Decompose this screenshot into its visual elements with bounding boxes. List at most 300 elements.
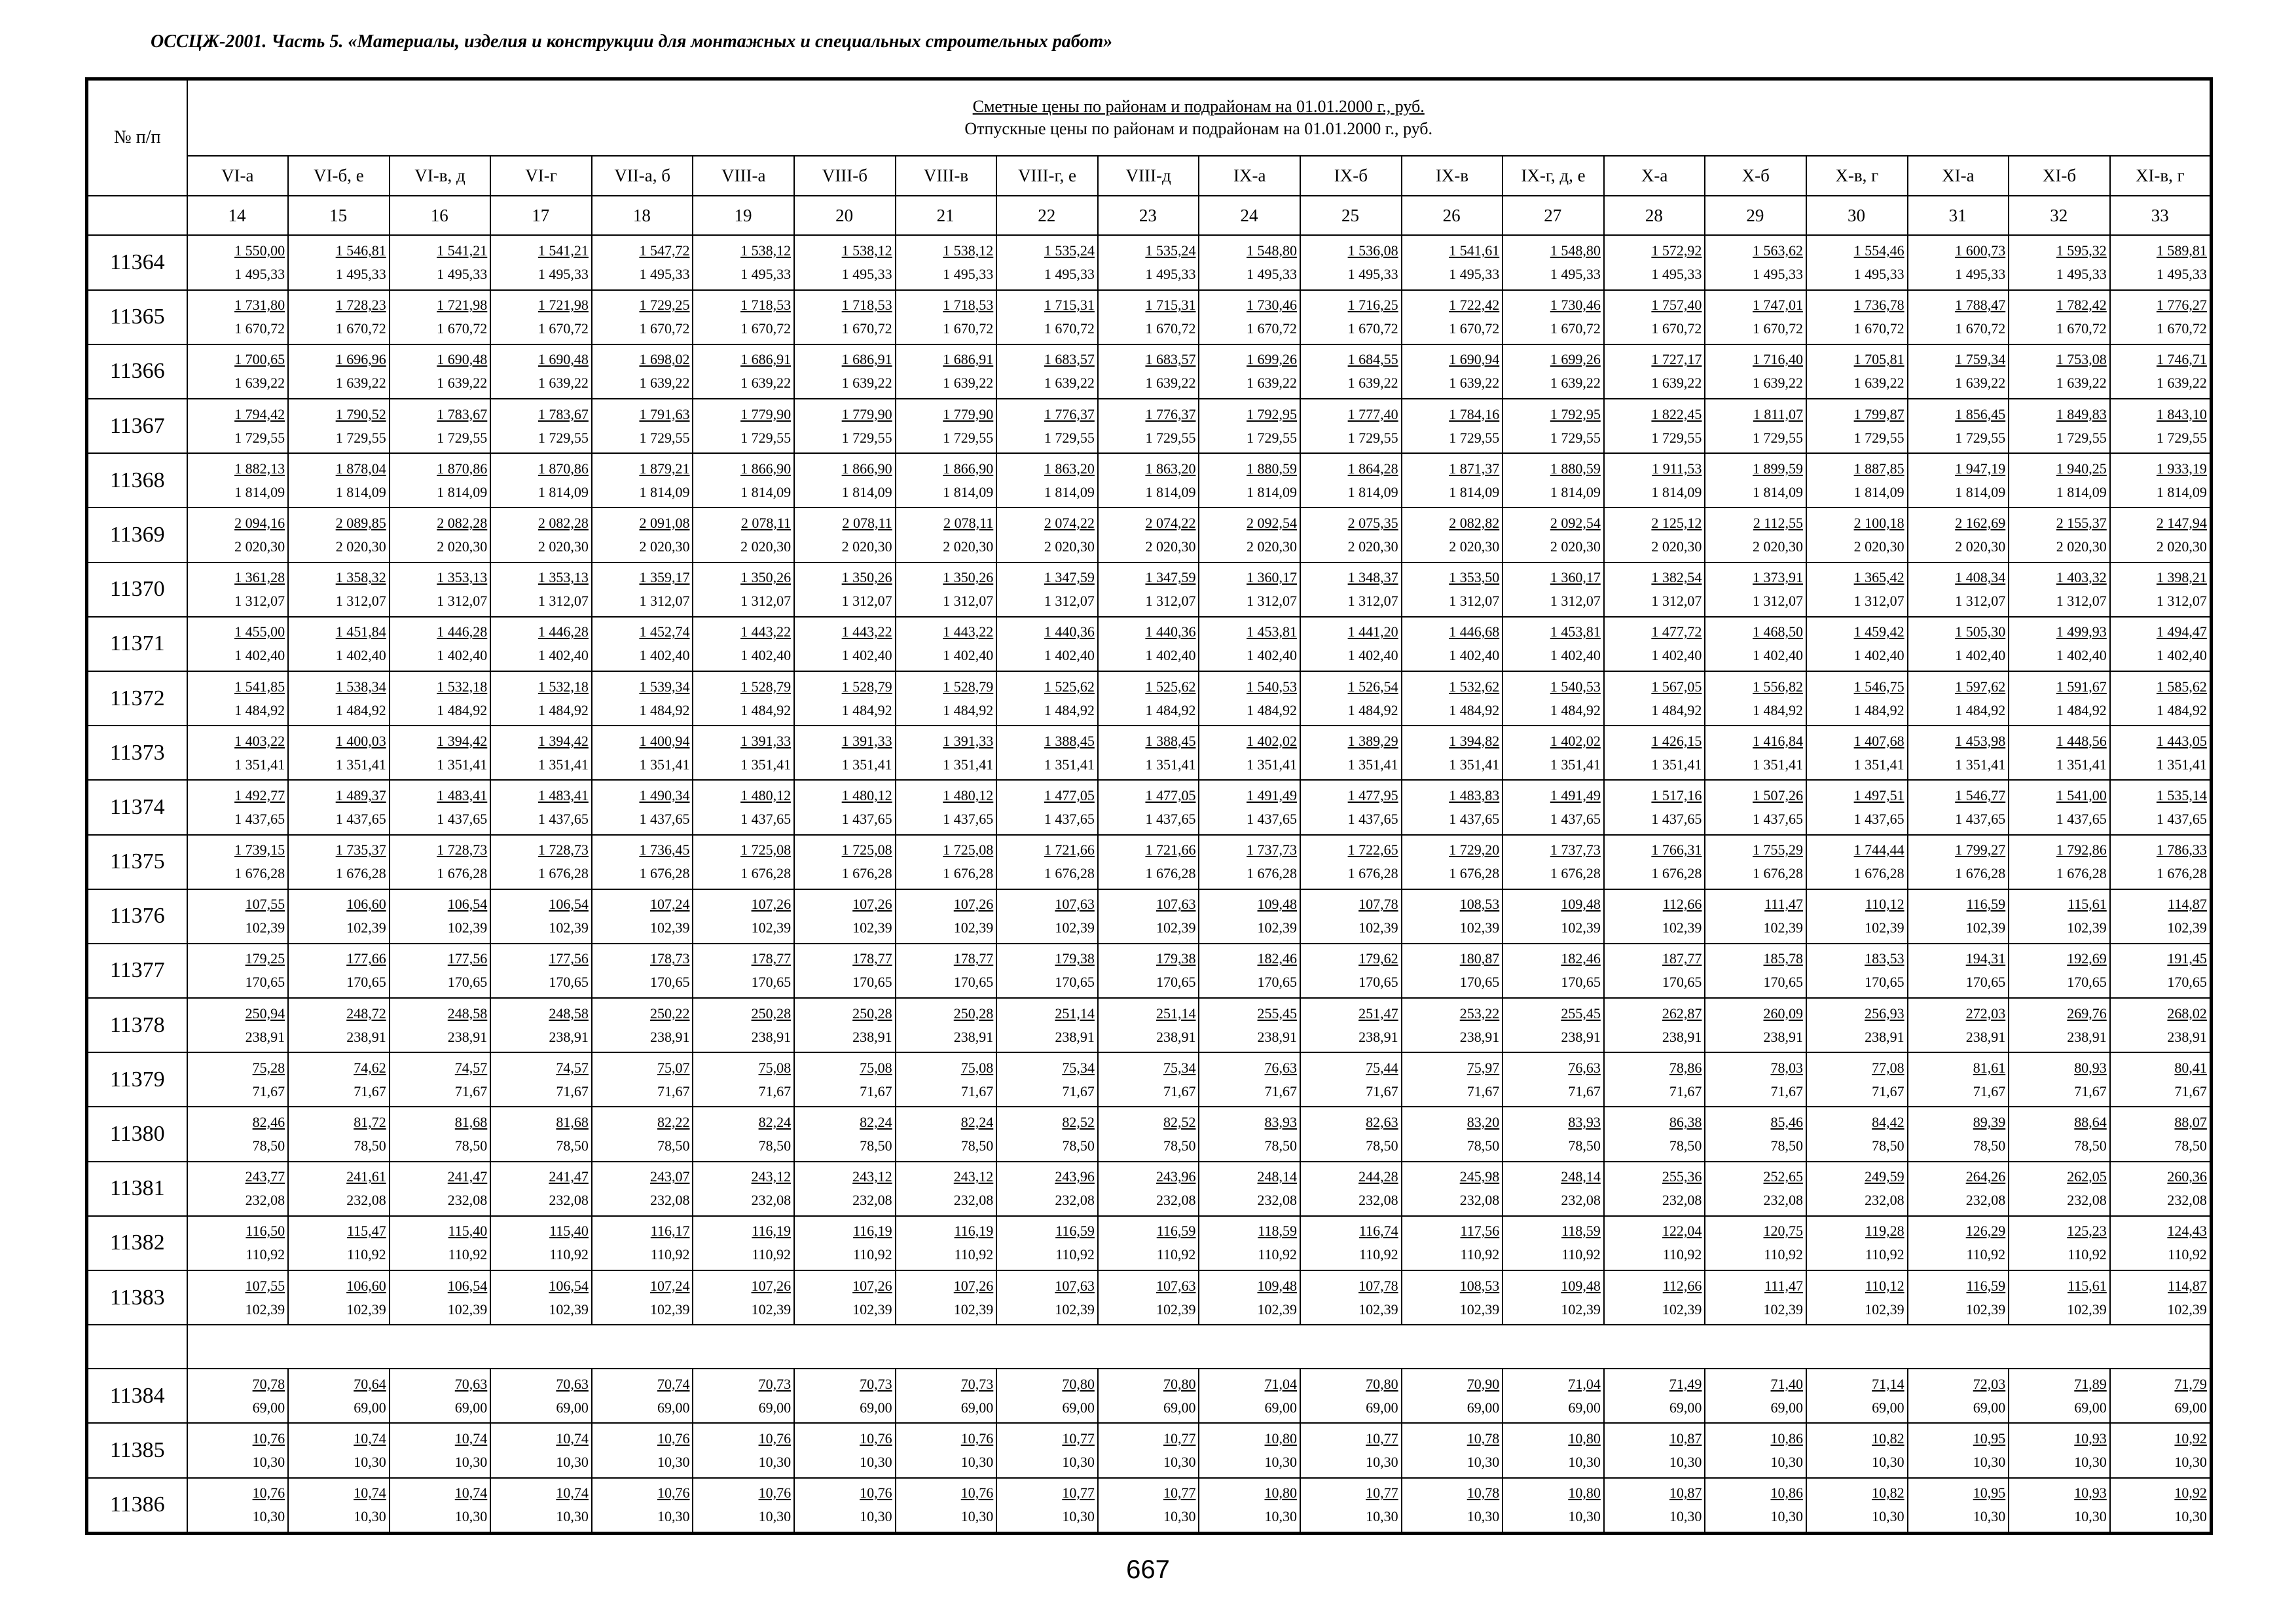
wholesale-price: 71,67 — [1770, 1082, 1803, 1099]
column-number: 24 — [1199, 196, 1300, 236]
price-cell — [187, 1162, 289, 1216]
item-code: 11377 — [87, 944, 187, 998]
wholesale-price: 1 676,28 — [335, 865, 386, 882]
district-header: IX-в — [1402, 156, 1503, 196]
wholesale-price: 1 729,55 — [234, 429, 285, 446]
estimated-price: 269,76 — [2067, 1005, 2107, 1022]
price-cell — [490, 1369, 592, 1423]
wholesale-price: 2 020,30 — [1753, 538, 1803, 555]
wholesale-price: 1 495,33 — [841, 266, 892, 283]
wholesale-price: 1 312,07 — [1145, 593, 1196, 610]
estimated-price: 10,74 — [556, 1485, 589, 1502]
column-number: 32 — [2009, 196, 2110, 236]
estimated-price: 1 480,12 — [740, 786, 792, 803]
wholesale-price: 10,30 — [2074, 1453, 2107, 1470]
estimated-price: 82,52 — [1062, 1114, 1095, 1131]
district-header: VIII-г, е — [996, 156, 1098, 196]
estimated-price: 109,48 — [1257, 896, 1298, 913]
wholesale-price: 232,08 — [2167, 1192, 2207, 1209]
price-cell — [1300, 1369, 1402, 1423]
estimated-price: 1 350,26 — [943, 569, 994, 586]
price-cell — [1402, 780, 1503, 834]
column-number: 22 — [996, 196, 1098, 236]
price-cell — [490, 944, 592, 998]
estimated-price: 1 540,53 — [1550, 678, 1601, 695]
estimated-price: 248,58 — [447, 1005, 488, 1022]
estimated-price: 1 728,23 — [335, 297, 386, 314]
estimated-price: 109,48 — [1561, 896, 1601, 913]
wholesale-price: 71,67 — [2174, 1082, 2207, 1099]
wholesale-price: 110,92 — [1156, 1246, 1196, 1263]
wholesale-price: 232,08 — [346, 1192, 386, 1209]
price-cell — [1402, 835, 1503, 889]
estimated-price: 1 403,32 — [2056, 569, 2107, 586]
wholesale-price: 170,65 — [1358, 974, 1398, 991]
wholesale-price: 110,92 — [2068, 1246, 2107, 1263]
wholesale-price: 1 676,28 — [1145, 865, 1196, 882]
estimated-price: 122,04 — [1662, 1223, 1702, 1240]
wholesale-price: 1 670,72 — [943, 320, 994, 337]
estimated-price: 1 899,59 — [1753, 460, 1803, 477]
estimated-price: 1 446,28 — [538, 623, 589, 640]
estimated-price: 1 779,90 — [943, 405, 994, 422]
price-cell — [2009, 453, 2110, 507]
estimated-price: 272,03 — [1965, 1005, 2006, 1022]
price-cell — [794, 507, 896, 562]
estimated-price: 10,77 — [1163, 1485, 1196, 1502]
wholesale-price: 1 437,65 — [1955, 810, 2006, 827]
price-cell — [1908, 507, 2009, 562]
wholesale-price: 1 437,65 — [1347, 810, 1398, 827]
wholesale-price: 102,39 — [1257, 919, 1298, 936]
wholesale-price: 238,91 — [2067, 1028, 2107, 1045]
wholesale-price: 10,30 — [1264, 1453, 1298, 1470]
wholesale-price: 1 729,55 — [1347, 429, 1398, 446]
estimated-price: 1 556,82 — [1753, 678, 1803, 695]
price-cell — [1098, 835, 1199, 889]
wholesale-price: 1 676,28 — [740, 865, 792, 882]
price-cell — [1604, 780, 1705, 834]
estimated-price: 248,14 — [1257, 1168, 1298, 1185]
estimated-price: 243,77 — [245, 1168, 285, 1185]
wholesale-price: 1 495,33 — [1651, 266, 1702, 283]
estimated-price: 1 477,05 — [1145, 786, 1196, 803]
wholesale-price: 10,30 — [1973, 1453, 2006, 1470]
estimated-price: 1 365,42 — [1853, 569, 1904, 586]
estimated-price: 268,02 — [2167, 1005, 2207, 1022]
price-cell — [1199, 1216, 1300, 1270]
estimated-price: 1 548,80 — [1550, 242, 1601, 259]
wholesale-price: 1 495,33 — [1853, 266, 1904, 283]
price-cell — [2009, 1478, 2110, 1534]
price-cell — [1503, 1369, 1604, 1423]
wholesale-price: 71,67 — [1264, 1082, 1298, 1099]
estimated-price: 82,52 — [1163, 1114, 1196, 1131]
price-cell — [2110, 889, 2212, 944]
wholesale-price: 102,39 — [2067, 1301, 2107, 1318]
price-cell — [390, 1107, 491, 1161]
price-cell — [1402, 1216, 1503, 1270]
column-number: 27 — [1503, 196, 1604, 236]
table-row — [87, 399, 2212, 453]
price-cell — [1604, 453, 1705, 507]
estimated-price: 1 783,67 — [538, 405, 589, 422]
wholesale-price: 10,30 — [454, 1508, 488, 1525]
estimated-price: 109,48 — [1257, 1277, 1298, 1294]
price-cell — [2110, 671, 2212, 726]
wholesale-price: 1 402,40 — [335, 647, 386, 664]
column-number: 15 — [288, 196, 390, 236]
estimated-price: 1 792,95 — [1247, 405, 1298, 422]
wholesale-price: 1 402,40 — [841, 647, 892, 664]
wholesale-price: 1 729,55 — [1044, 429, 1095, 446]
price-cell — [2110, 563, 2212, 617]
wholesale-price: 1 402,40 — [639, 647, 690, 664]
estimated-price: 125,23 — [2067, 1223, 2107, 1240]
price-cell — [2009, 399, 2110, 453]
item-code: 11364 — [87, 235, 187, 289]
wholesale-price: 1 351,41 — [1347, 756, 1398, 773]
price-cell — [996, 889, 1098, 944]
estimated-price: 1 730,46 — [1550, 297, 1601, 314]
estimated-price: 10,80 — [1568, 1485, 1601, 1502]
estimated-price: 1 776,37 — [1044, 405, 1095, 422]
price-cell — [2009, 889, 2110, 944]
item-code: 11379 — [87, 1052, 187, 1107]
estimated-price: 262,87 — [1662, 1005, 1702, 1022]
estimated-price: 1 394,82 — [1449, 732, 1500, 749]
price-cell — [390, 563, 491, 617]
wholesale-price: 71,67 — [1467, 1082, 1500, 1099]
wholesale-price: 1 495,33 — [2056, 266, 2107, 283]
estimated-price: 10,92 — [2174, 1485, 2207, 1502]
price-cell — [1705, 1216, 1806, 1270]
wholesale-price: 1 670,72 — [2156, 320, 2207, 337]
wholesale-price: 238,91 — [1662, 1028, 1702, 1045]
estimated-price: 187,77 — [1662, 950, 1702, 967]
estimated-price: 182,46 — [1257, 950, 1298, 967]
price-cell — [187, 835, 289, 889]
estimated-price: 115,40 — [549, 1223, 589, 1240]
price-cell — [1503, 399, 1604, 453]
estimated-price: 1 563,62 — [1753, 242, 1803, 259]
price-cell — [1806, 780, 1908, 834]
estimated-price: 86,38 — [1669, 1114, 1702, 1131]
wholesale-price: 1 814,09 — [1247, 483, 1298, 500]
price-cell — [390, 235, 491, 289]
estimated-price: 83,93 — [1568, 1114, 1601, 1131]
price-cell — [1908, 1107, 2009, 1161]
price-cell — [288, 998, 390, 1052]
estimated-price: 1 353,50 — [1449, 569, 1500, 586]
estimated-price: 10,77 — [1163, 1430, 1196, 1447]
price-cell — [1199, 617, 1300, 671]
estimated-price: 10,87 — [1669, 1485, 1702, 1502]
wholesale-price: 1 670,72 — [1247, 320, 1298, 337]
wholesale-price: 71,67 — [354, 1082, 386, 1099]
wholesale-price: 102,39 — [1459, 919, 1500, 936]
price-cell — [1705, 453, 1806, 507]
estimated-price: 116,17 — [650, 1223, 690, 1240]
price-cell — [288, 944, 390, 998]
estimated-price: 1 459,42 — [1853, 623, 1904, 640]
estimated-price: 1 863,20 — [1145, 460, 1196, 477]
spacer-row — [87, 1325, 2212, 1369]
price-cell — [996, 235, 1098, 289]
price-cell — [693, 1423, 794, 1477]
estimated-price: 10,77 — [1366, 1430, 1398, 1447]
price-cell — [187, 998, 289, 1052]
spacer-cell — [87, 1325, 187, 1369]
estimated-price: 1 441,20 — [1347, 623, 1398, 640]
estimated-price: 1 683,57 — [1145, 351, 1196, 368]
price-cell — [592, 780, 693, 834]
price-cell — [1908, 1270, 2009, 1325]
price-cell — [1199, 998, 1300, 1052]
price-cell — [1199, 1270, 1300, 1325]
price-cell — [693, 453, 794, 507]
wholesale-price: 1 437,65 — [943, 810, 994, 827]
estimated-price: 1 718,53 — [740, 297, 792, 314]
wholesale-price: 1 351,41 — [1044, 756, 1095, 773]
wholesale-price: 2 020,30 — [1550, 538, 1601, 555]
price-cell — [1300, 617, 1402, 671]
wholesale-price: 1 670,72 — [1044, 320, 1095, 337]
price-cell — [1806, 1423, 1908, 1477]
price-cell — [187, 1052, 289, 1107]
spacer-cell — [187, 1325, 2212, 1369]
estimated-price: 74,57 — [556, 1059, 589, 1076]
item-code: 11378 — [87, 998, 187, 1052]
wholesale-price: 1 676,28 — [2056, 865, 2107, 882]
price-cell — [1908, 671, 2009, 726]
wholesale-price: 78,50 — [1163, 1137, 1196, 1154]
wholesale-price: 1 351,41 — [639, 756, 690, 773]
wholesale-price: 232,08 — [1662, 1192, 1702, 1209]
price-cell — [1199, 944, 1300, 998]
price-cell — [1503, 1270, 1604, 1325]
price-cell — [390, 617, 491, 671]
wholesale-price: 1 402,40 — [234, 647, 285, 664]
price-cell — [1300, 671, 1402, 726]
price-cell — [1806, 835, 1908, 889]
wholesale-price: 1 351,41 — [1145, 756, 1196, 773]
estimated-price: 88,07 — [2174, 1114, 2207, 1131]
price-cell — [693, 290, 794, 344]
estimated-price: 1 721,66 — [1145, 841, 1196, 858]
wholesale-price: 10,30 — [1669, 1508, 1702, 1525]
price-cell — [288, 235, 390, 289]
estimated-price: 1 735,37 — [335, 841, 386, 858]
wholesale-price: 238,91 — [1055, 1028, 1095, 1045]
estimated-price: 1 541,21 — [538, 242, 589, 259]
estimated-price: 119,28 — [1865, 1223, 1904, 1240]
estimated-price: 78,86 — [1669, 1059, 1702, 1076]
price-cell — [390, 344, 491, 399]
price-cell — [1908, 1478, 2009, 1534]
estimated-price: 1 360,17 — [1550, 569, 1601, 586]
wholesale-price: 69,00 — [1163, 1399, 1196, 1416]
estimated-price: 2 074,22 — [1044, 514, 1095, 531]
column-number: 17 — [490, 196, 592, 236]
estimated-price: 1 440,36 — [1145, 623, 1196, 640]
estimated-price: 81,68 — [556, 1114, 589, 1131]
price-cell — [1199, 1423, 1300, 1477]
price-cell — [1908, 1052, 2009, 1107]
estimated-price: 1 359,17 — [639, 569, 690, 586]
price-cell — [1604, 399, 1705, 453]
number-column-header: № п/п — [87, 79, 187, 196]
price-cell — [896, 235, 997, 289]
price-cell — [1199, 507, 1300, 562]
wholesale-price: 110,92 — [954, 1246, 994, 1263]
estimated-price: 10,76 — [860, 1485, 892, 1502]
price-cell — [1199, 1052, 1300, 1107]
estimated-price: 70,78 — [252, 1375, 285, 1392]
wholesale-price: 102,39 — [2067, 919, 2107, 936]
price-cell — [592, 563, 693, 617]
price-cell — [490, 290, 592, 344]
estimated-price: 70,63 — [556, 1375, 589, 1392]
wholesale-price: 10,30 — [657, 1508, 690, 1525]
estimated-price: 1 540,53 — [1247, 678, 1298, 695]
estimated-price: 70,74 — [657, 1375, 690, 1392]
estimated-price: 248,58 — [549, 1005, 589, 1022]
wholesale-price: 170,65 — [1459, 974, 1500, 991]
price-cell — [693, 1216, 794, 1270]
estimated-price: 1 728,73 — [538, 841, 589, 858]
price-cell — [187, 944, 289, 998]
estimated-price: 107,78 — [1358, 896, 1398, 913]
estimated-price: 250,28 — [751, 1005, 792, 1022]
estimated-price: 1 699,26 — [1550, 351, 1601, 368]
estimated-price: 1 453,81 — [1247, 623, 1298, 640]
estimated-price: 82,24 — [960, 1114, 994, 1131]
wholesale-price: 2 020,30 — [1247, 538, 1298, 555]
estimated-price: 75,34 — [1163, 1059, 1196, 1076]
price-cell — [2009, 290, 2110, 344]
wholesale-price: 1 402,40 — [1449, 647, 1500, 664]
estimated-price: 1 716,40 — [1753, 351, 1803, 368]
wholesale-price: 1 437,65 — [841, 810, 892, 827]
wholesale-price: 1 312,07 — [1853, 593, 1904, 610]
estimated-price: 1 480,12 — [841, 786, 892, 803]
price-cell — [1705, 399, 1806, 453]
price-cell — [2110, 1478, 2212, 1534]
price-cell — [490, 671, 592, 726]
estimated-price: 10,86 — [1770, 1430, 1803, 1447]
wholesale-price: 102,39 — [1358, 919, 1398, 936]
estimated-price: 107,78 — [1358, 1277, 1398, 1294]
price-cell — [592, 1369, 693, 1423]
wholesale-price: 102,39 — [1662, 919, 1702, 936]
wholesale-price: 1 312,07 — [234, 593, 285, 610]
estimated-price: 1 391,33 — [943, 732, 994, 749]
price-cell — [2009, 1216, 2110, 1270]
estimated-price: 1 528,79 — [740, 678, 792, 695]
price-cell — [1806, 1162, 1908, 1216]
wholesale-price: 102,39 — [649, 919, 690, 936]
estimated-price: 194,31 — [1965, 950, 2006, 967]
wholesale-price: 69,00 — [1770, 1399, 1803, 1416]
estimated-price: 1 538,34 — [335, 678, 386, 695]
table-row — [87, 780, 2212, 834]
price-cell — [490, 399, 592, 453]
wholesale-price: 69,00 — [2174, 1399, 2207, 1416]
wholesale-price: 1 437,65 — [1145, 810, 1196, 827]
price-cell — [1908, 344, 2009, 399]
price-cell — [794, 1216, 896, 1270]
wholesale-price: 102,39 — [2167, 1301, 2207, 1318]
estimated-price: 177,66 — [346, 950, 386, 967]
price-cell — [592, 617, 693, 671]
wholesale-price: 1 670,72 — [740, 320, 792, 337]
wholesale-price: 102,39 — [1865, 1301, 1904, 1318]
wholesale-price: 1 670,72 — [1753, 320, 1803, 337]
price-cell — [2009, 617, 2110, 671]
price-cell — [1098, 399, 1199, 453]
estimated-price: 1 880,59 — [1550, 460, 1601, 477]
wholesale-price: 1 639,22 — [2156, 375, 2207, 392]
wholesale-price: 1 639,22 — [943, 375, 994, 392]
wholesale-price: 1 484,92 — [841, 701, 892, 718]
price-cell — [996, 507, 1098, 562]
wholesale-price: 1 402,40 — [1347, 647, 1398, 664]
price-cell — [1503, 453, 1604, 507]
wholesale-price: 102,39 — [447, 1301, 488, 1318]
estimated-price: 185,78 — [1763, 950, 1803, 967]
wholesale-price: 170,65 — [1662, 974, 1702, 991]
estimated-price: 1 866,90 — [841, 460, 892, 477]
price-cell — [1402, 235, 1503, 289]
price-cell — [1503, 944, 1604, 998]
wholesale-price: 78,50 — [860, 1137, 892, 1154]
price-cell — [996, 1369, 1098, 1423]
wholesale-price: 69,00 — [354, 1399, 386, 1416]
estimated-price: 10,78 — [1467, 1430, 1500, 1447]
wholesale-price: 78,50 — [1770, 1137, 1803, 1154]
price-cell — [1300, 344, 1402, 399]
wholesale-price: 78,50 — [1467, 1137, 1500, 1154]
wholesale-price: 10,30 — [860, 1508, 892, 1525]
price-cell — [896, 507, 997, 562]
estimated-price: 1 729,25 — [639, 297, 690, 314]
price-cell — [1705, 1270, 1806, 1325]
wholesale-price: 1 639,22 — [841, 375, 892, 392]
price-cell — [288, 563, 390, 617]
wholesale-price: 1 729,55 — [538, 429, 589, 446]
wholesale-price: 102,39 — [1965, 919, 2006, 936]
estimated-price: 1 786,33 — [2156, 841, 2207, 858]
wholesale-price: 1 676,28 — [437, 865, 488, 882]
table-row — [87, 998, 2212, 1052]
wholesale-price: 69,00 — [1062, 1399, 1095, 1416]
estimated-price: 1 541,61 — [1449, 242, 1500, 259]
estimated-price: 1 878,04 — [335, 460, 386, 477]
price-cell — [794, 998, 896, 1052]
estimated-price: 71,79 — [2174, 1375, 2207, 1392]
wholesale-price: 232,08 — [1459, 1192, 1500, 1209]
price-cell — [1098, 1478, 1199, 1534]
estimated-price: 1 407,68 — [1853, 732, 1904, 749]
price-cell — [288, 671, 390, 726]
wholesale-price: 170,65 — [245, 974, 285, 991]
estimated-price: 70,80 — [1163, 1375, 1196, 1392]
wholesale-price: 2 020,30 — [538, 538, 589, 555]
wholesale-price: 1 814,09 — [943, 483, 994, 500]
wholesale-price: 1 312,07 — [740, 593, 792, 610]
estimated-price: 109,48 — [1561, 1277, 1601, 1294]
